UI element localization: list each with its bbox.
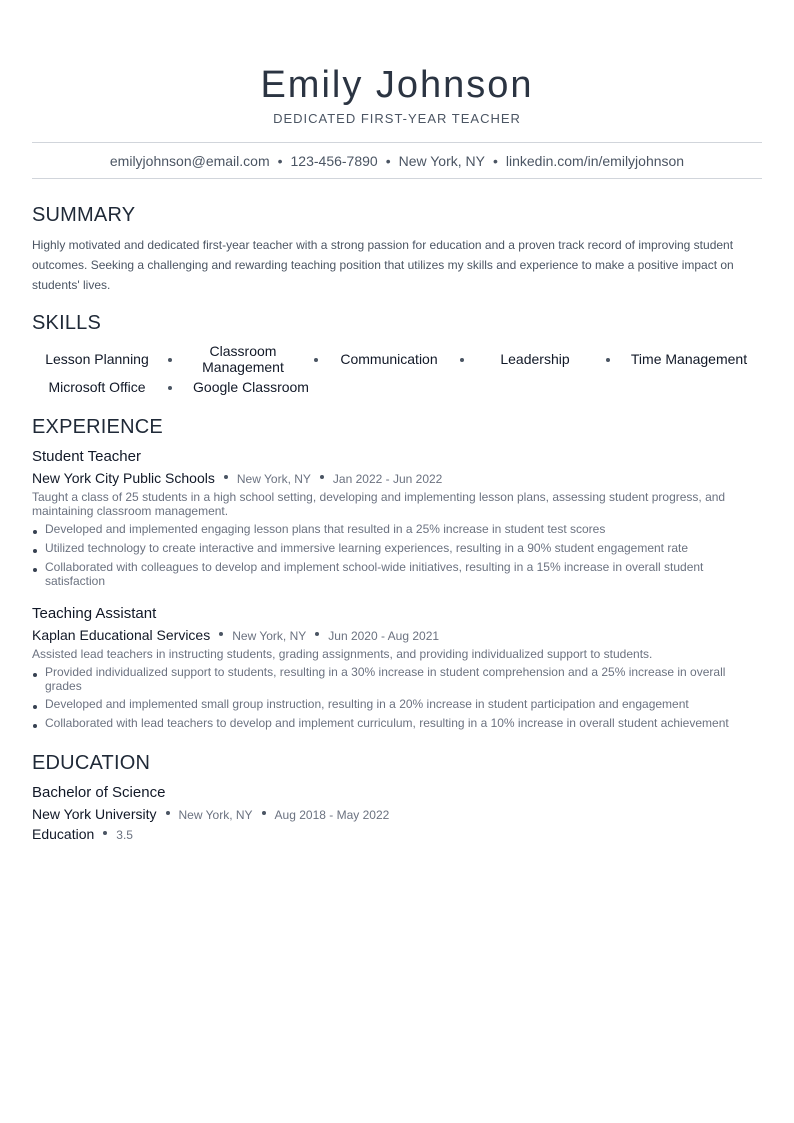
- contact-location: New York, NY: [398, 153, 485, 169]
- contact-bottom-divider: [32, 178, 762, 179]
- achievement-item: Developed and implemented engaging lesson plans that resulted in a 25% increase in student test scores: [32, 522, 762, 536]
- job-organization: Kaplan Educational Services: [32, 627, 211, 643]
- achievement-item: Collaborated with lead teachers to develop and implement curriculum, resulting in a 10% increase in overall student achievement: [32, 716, 762, 730]
- meta-separator-dot: [262, 811, 266, 815]
- job-achievements: [32, 522, 762, 588]
- job-location: New York, NY: [232, 629, 307, 643]
- achievement-item: Developed and implemented small group instruction, resulting in a 20% increase in student participation and engagement: [32, 697, 762, 711]
- school-name: New York University: [32, 806, 157, 822]
- skill-item: Google Classroom: [193, 379, 309, 395]
- job-achievements: [32, 665, 762, 730]
- skill-item: Communication: [340, 351, 438, 367]
- degree-title: Bachelor of Science: [32, 784, 166, 801]
- job-location: New York, NY: [236, 472, 311, 486]
- skill-separator-dot: [460, 358, 464, 362]
- job-title: Teaching Assistant: [32, 605, 157, 622]
- candidate-name: Emily Johnson: [260, 64, 534, 106]
- job-organization: New York City Public Schools: [32, 470, 215, 486]
- job-org-line: [32, 470, 442, 486]
- achievement-item: Provided individualized support to students, resulting in a 30% increase in student comprehension and a 25% increase in overall grades: [32, 665, 762, 693]
- contact-separator: •: [277, 153, 283, 169]
- meta-separator-dot: [166, 811, 170, 815]
- skill-item: Classroom Management: [202, 343, 284, 375]
- achievement-item: Utilized technology to create interactive and immersive learning experiences, resulting in a 90% student engagement rate: [32, 541, 762, 555]
- job-org-line: [32, 627, 439, 643]
- skill-item: Microsoft Office: [48, 379, 146, 395]
- summary-heading: SUMMARY: [32, 204, 136, 226]
- school-dates: Aug 2018 - May 2022: [274, 808, 390, 822]
- experience-heading: EXPERIENCE: [32, 416, 163, 438]
- skill-separator-dot: [314, 358, 318, 362]
- job-description: Assisted lead teachers in instructing students, grading assignments, and providing individualized support to students.: [32, 647, 653, 661]
- contact-separator: •: [492, 153, 498, 169]
- skill-separator-dot: [168, 358, 172, 362]
- skill-separator-dot: [606, 358, 610, 362]
- candidate-title: DEDICATED FIRST-YEAR TEACHER: [273, 111, 521, 126]
- achievement-item: Collaborated with colleagues to develop and implement school-wide initiatives, resulting in a 15% increase in overall student satisfaction: [32, 560, 762, 588]
- gpa-value: 3.5: [116, 828, 133, 842]
- meta-separator-dot: [224, 475, 228, 479]
- meta-separator-dot: [320, 475, 324, 479]
- skill-item: Time Management: [630, 351, 748, 367]
- job-dates: Jan 2022 - Jun 2022: [332, 472, 443, 486]
- job-title: Student Teacher: [32, 448, 141, 465]
- contact-top-divider: [32, 142, 762, 143]
- skill-item: Lesson Planning: [45, 351, 149, 367]
- skill-item: Leadership: [500, 351, 570, 367]
- job-description: Taught a class of 25 students in a high school setting, developing and implementing lesson plans, assessing student progress, and maintaining classroom management.: [32, 490, 726, 518]
- contact-phone[interactable]: 123-456-7890: [290, 153, 378, 169]
- job-dates: Jun 2020 - Aug 2021: [328, 629, 440, 643]
- meta-separator-dot: [219, 632, 223, 636]
- contact-email[interactable]: emilyjohnson@email.com: [109, 153, 270, 169]
- contact-linkedin[interactable]: linkedin.com/in/emilyjohnson: [505, 153, 685, 169]
- school-location: New York, NY: [178, 808, 253, 822]
- field-of-study: Education: [32, 826, 95, 842]
- school-line: [32, 806, 389, 822]
- skills-heading: SKILLS: [32, 312, 102, 334]
- summary-text: Highly motivated and dedicated first-year teacher with a strong passion for education and a proven track record of improving student outcomes. Seeking a challenging and rewarding teaching position that utilizes my skills and experience to make a positive impact on students' lives.: [32, 238, 734, 292]
- meta-separator-dot: [103, 831, 107, 835]
- meta-separator-dot: [315, 632, 319, 636]
- skill-separator-dot: [168, 386, 172, 390]
- field-gpa-line: [32, 826, 133, 842]
- contact-separator: •: [385, 153, 391, 169]
- contact-line: [32, 153, 762, 169]
- education-heading: EDUCATION: [32, 752, 151, 774]
